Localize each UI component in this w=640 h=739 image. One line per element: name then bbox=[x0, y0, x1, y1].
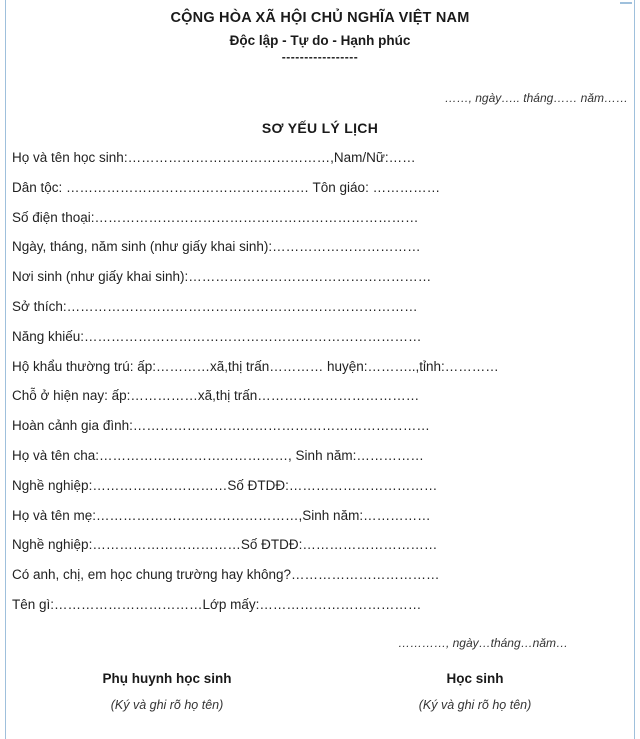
date-line-bottom: …………, ngày…tháng…năm… bbox=[397, 636, 568, 650]
signature-student-note: (Ký và ghi rõ họ tên) bbox=[418, 698, 532, 712]
signature-parent bbox=[92, 671, 242, 712]
field-father-occupation: Nghề nghiệp:…………………………Số ĐTDĐ:…………………………… bbox=[12, 477, 438, 493]
field-birth-place: Nơi sinh (như giấy khai sinh):……………………………………………… bbox=[12, 269, 432, 285]
field-father-name: Họ và tên cha:……………………………………, Sinh năm:…………… bbox=[12, 447, 424, 463]
signature-student-title: Học sinh bbox=[446, 671, 504, 686]
signature-student bbox=[405, 671, 545, 712]
field-phone: Số điện thoại:……………………………………………………………… bbox=[12, 209, 419, 225]
document-header bbox=[0, 10, 640, 64]
field-family-situation: Hoàn cảnh gia đình:………………………………………………………… bbox=[12, 418, 430, 434]
field-ethnicity-religion: Dân tộc: ……………………………………………… Tôn giáo: …………… bbox=[12, 179, 441, 195]
form-fields bbox=[12, 148, 499, 625]
field-mother-occupation: Nghề nghiệp:……………………………Số ĐTDĐ:………………………… bbox=[12, 537, 438, 553]
field-student-name: Họ và tên học sinh:………………………………………,Nam/Nữ:…… bbox=[12, 150, 416, 165]
field-birth-date: Ngày, tháng, năm sinh (như giấy khai sinh):…………………………… bbox=[12, 239, 421, 255]
field-sibling-name-class: Tên gì:……………………………Lớp mấy:……………………………… bbox=[12, 596, 422, 612]
field-current-address: Chỗ ở hiện nay: ấp:……………xã,thị trấn……………………………… bbox=[12, 388, 420, 404]
field-siblings-same-school: Có anh, chị, em học chung trường hay không?…………………………… bbox=[12, 567, 440, 583]
page-border-right bbox=[634, 0, 635, 739]
signature-parent-title: Phụ huynh học sinh bbox=[102, 671, 232, 686]
motto: Độc lập - Tự do - Hạnh phúc bbox=[229, 33, 411, 48]
field-permanent-address: Hộ khẩu thường trú: ấp:…………xã,thị trấn………… huyện:………..,tỉnh:………… bbox=[12, 358, 499, 374]
corner-mark bbox=[620, 2, 632, 4]
field-hobbies: Sở thích:…………………………………………………………………… bbox=[12, 298, 418, 314]
document-title: SƠ YẾU LÝ LỊCH bbox=[261, 120, 379, 136]
page-border-left bbox=[5, 0, 6, 739]
date-line-top: ……, ngày….. tháng…… năm…… bbox=[444, 91, 628, 105]
header-divider: ----------------- bbox=[281, 50, 359, 64]
field-talents: Năng khiếu:………………………………………………………………… bbox=[12, 328, 422, 344]
signature-parent-note: (Ký và ghi rõ họ tên) bbox=[110, 698, 224, 712]
field-mother-name: Họ và tên mẹ:………………………………………,Sinh năm:…………… bbox=[12, 507, 431, 523]
nation-title: CỘNG HÒA XÃ HỘI CHỦ NGHĨA VIỆT NAM bbox=[170, 10, 470, 26]
